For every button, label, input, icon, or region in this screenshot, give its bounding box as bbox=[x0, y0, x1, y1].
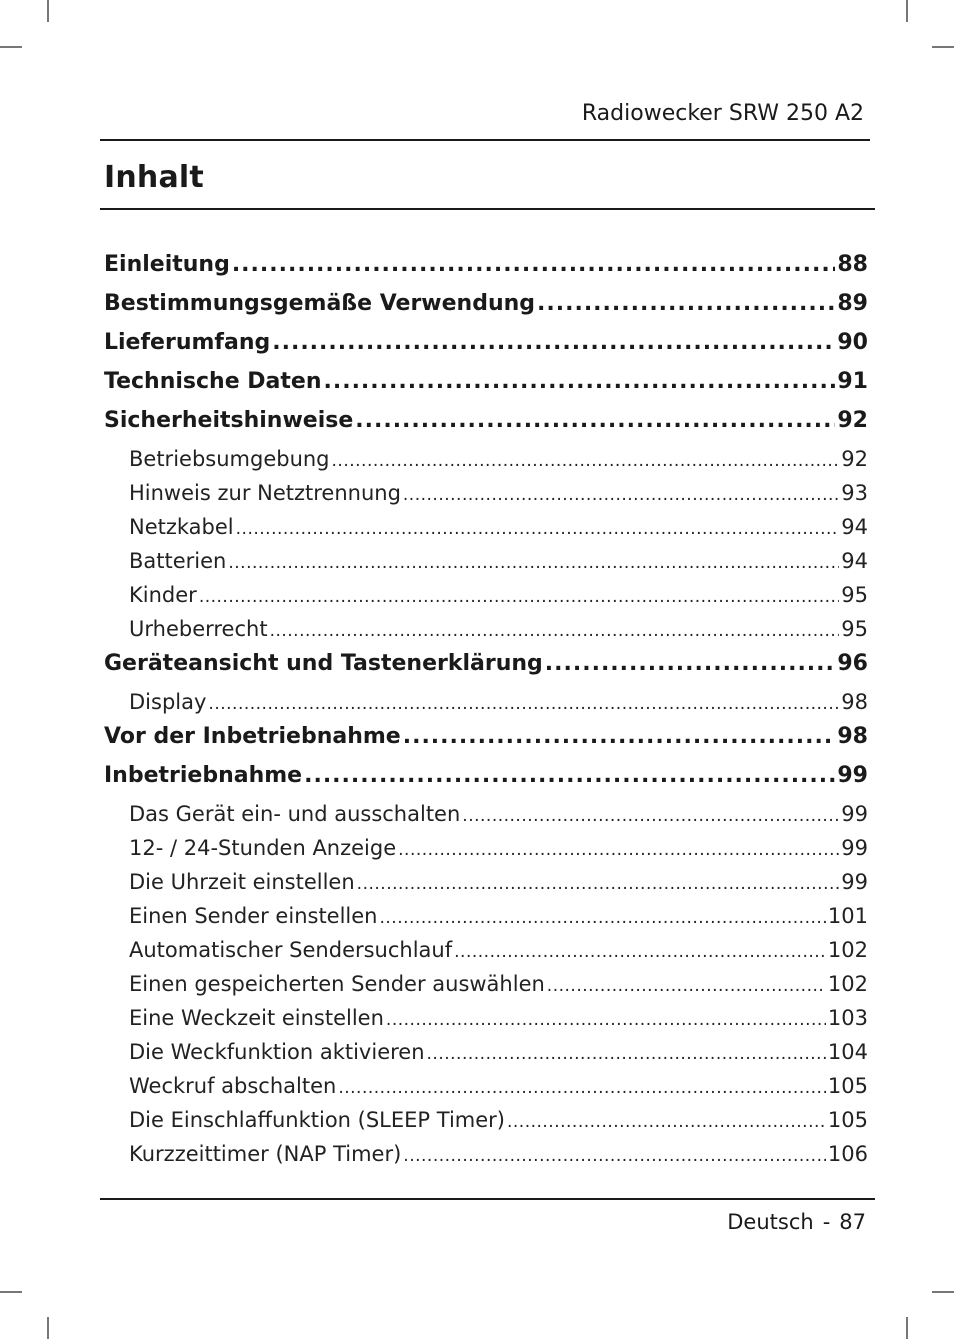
toc-dot-leader bbox=[338, 1078, 826, 1098]
crop-mark-bottom-right-vertical bbox=[906, 1317, 908, 1339]
toc-dot-leader bbox=[403, 485, 839, 505]
toc-entry-page: 104 bbox=[827, 1040, 868, 1064]
footer-rule bbox=[100, 1198, 875, 1200]
toc-chapter-entry[interactable] bbox=[104, 291, 868, 330]
toc-section-entry[interactable] bbox=[104, 1142, 868, 1176]
toc-entry-page: 96 bbox=[837, 651, 868, 676]
toc-entry-title: Eine Weckzeit einstellen bbox=[129, 1006, 384, 1030]
toc-entry-page: 92 bbox=[841, 447, 868, 471]
toc-entry-title: Display bbox=[129, 690, 207, 714]
toc-section-entry[interactable] bbox=[104, 549, 868, 583]
toc-section-entry[interactable] bbox=[104, 1108, 868, 1142]
toc-entry-page: 101 bbox=[827, 904, 868, 928]
footer-language: Deutsch bbox=[727, 1210, 814, 1234]
toc-entry-title: Einleitung bbox=[104, 252, 230, 277]
toc-entry-title: Sicherheitshinweise bbox=[104, 408, 354, 433]
toc-entry-title: Die Uhrzeit einstellen bbox=[129, 870, 355, 894]
toc-entry-page: 98 bbox=[841, 690, 868, 714]
crop-mark-top-left-horizontal bbox=[0, 46, 22, 48]
footer-page-number: 87 bbox=[839, 1210, 866, 1234]
toc-entry-page: 99 bbox=[841, 802, 868, 826]
crop-mark-top-left-vertical bbox=[47, 0, 49, 22]
toc-dot-leader bbox=[324, 369, 836, 394]
header-rule bbox=[100, 139, 870, 141]
toc-dot-leader bbox=[232, 252, 836, 277]
toc-dot-leader bbox=[228, 553, 839, 573]
toc-entry-page: 103 bbox=[827, 1006, 868, 1030]
toc-dot-leader bbox=[355, 408, 835, 433]
toc-entry-title: Die Einschlaffunktion (SLEEP Timer) bbox=[129, 1108, 505, 1132]
crop-mark-top-right-horizontal bbox=[932, 46, 954, 48]
toc-entry-page: 105 bbox=[827, 1108, 868, 1132]
toc-dot-leader bbox=[199, 587, 839, 607]
toc-entry-page: 93 bbox=[841, 481, 868, 505]
toc-entry-title: Einen gespeicherten Sender auswählen bbox=[129, 972, 545, 996]
toc-entry-page: 95 bbox=[841, 617, 868, 641]
toc-entry-title: Automatischer Sendersuchlauf bbox=[129, 938, 453, 962]
toc-section-entry[interactable] bbox=[104, 972, 868, 1006]
toc-section-entry[interactable] bbox=[104, 802, 868, 836]
toc-chapter-entry[interactable] bbox=[104, 369, 868, 408]
toc-dot-leader bbox=[357, 874, 840, 894]
toc-dot-leader bbox=[270, 621, 840, 641]
toc-section-entry[interactable] bbox=[104, 583, 868, 617]
toc-entry-title: Inbetriebnahme bbox=[104, 763, 303, 788]
running-header-title: Radiowecker SRW 250 A2 bbox=[581, 101, 864, 126]
toc-section-entry[interactable] bbox=[104, 617, 868, 651]
toc-dot-leader bbox=[537, 291, 835, 316]
toc-entry-title: Batterien bbox=[129, 549, 227, 573]
footer-separator: - bbox=[822, 1210, 831, 1234]
toc-section-entry[interactable] bbox=[104, 1040, 868, 1074]
toc-chapter-entry[interactable] bbox=[104, 763, 868, 802]
toc-dot-leader bbox=[547, 976, 826, 996]
toc-dot-leader bbox=[380, 908, 826, 928]
toc-entry-title: Betriebsumgebung bbox=[129, 447, 330, 471]
toc-dot-leader bbox=[545, 651, 836, 676]
toc-chapter-entry[interactable] bbox=[104, 252, 868, 291]
toc-entry-title: Hinweis zur Netztrennung bbox=[129, 481, 401, 505]
toc-entry-title: Technische Daten bbox=[104, 369, 322, 394]
toc-entry-title: Urheberrecht bbox=[129, 617, 268, 641]
crop-mark-bottom-left-vertical bbox=[47, 1317, 49, 1339]
toc-entry-page: 105 bbox=[827, 1074, 868, 1098]
toc-entry-page: 90 bbox=[837, 330, 868, 355]
crop-mark-bottom-left-horizontal bbox=[0, 1291, 22, 1293]
toc-entry-page: 99 bbox=[837, 763, 868, 788]
toc-entry-title: Bestimmungsgemäße Verwendung bbox=[104, 291, 536, 316]
toc-section-entry[interactable] bbox=[104, 904, 868, 938]
toc-section-entry[interactable] bbox=[104, 870, 868, 904]
toc-entry-page: 88 bbox=[837, 252, 868, 277]
toc-entry-page: 102 bbox=[827, 972, 868, 996]
toc-entry-page: 106 bbox=[827, 1142, 868, 1166]
toc-dot-leader bbox=[208, 694, 839, 714]
toc-chapter-entry[interactable] bbox=[104, 651, 868, 690]
heading-rule bbox=[100, 208, 875, 210]
table-of-contents bbox=[104, 252, 868, 1176]
toc-entry-title: Vor der Inbetriebnahme bbox=[104, 724, 401, 749]
toc-entry-title: Kinder bbox=[129, 583, 197, 607]
toc-dot-leader bbox=[507, 1112, 826, 1132]
toc-dot-leader bbox=[427, 1044, 826, 1064]
toc-entry-title: Das Gerät ein- und ausschalten bbox=[129, 802, 461, 826]
toc-chapter-entry[interactable] bbox=[104, 330, 868, 369]
toc-entry-title: Weckruf abschalten bbox=[129, 1074, 337, 1098]
crop-mark-bottom-right-horizontal bbox=[932, 1291, 954, 1293]
toc-section-entry[interactable] bbox=[104, 481, 868, 515]
toc-entry-page: 92 bbox=[837, 408, 868, 433]
toc-dot-leader bbox=[403, 1146, 826, 1166]
toc-entry-page: 99 bbox=[841, 870, 868, 894]
toc-dot-leader bbox=[386, 1010, 826, 1030]
toc-entry-title: Lieferumfang bbox=[104, 330, 271, 355]
toc-entry-page: 98 bbox=[837, 724, 868, 749]
toc-dot-leader bbox=[454, 942, 826, 962]
page-footer bbox=[727, 1208, 866, 1236]
toc-entry-title: Geräteansicht und Tastenerklärung bbox=[104, 651, 543, 676]
toc-entry-page: 89 bbox=[837, 291, 868, 316]
toc-section-entry[interactable] bbox=[104, 515, 868, 549]
toc-section-entry[interactable] bbox=[104, 690, 868, 724]
toc-entry-page: 94 bbox=[841, 549, 868, 573]
toc-dot-leader bbox=[398, 840, 839, 860]
toc-section-entry[interactable] bbox=[104, 447, 868, 481]
toc-entry-page: 91 bbox=[837, 369, 868, 394]
toc-entry-title: Kurzzeittimer (NAP Timer) bbox=[129, 1142, 402, 1166]
toc-dot-leader bbox=[236, 519, 840, 539]
toc-entry-page: 99 bbox=[841, 836, 868, 860]
toc-dot-leader bbox=[462, 806, 839, 826]
toc-entry-page: 94 bbox=[841, 515, 868, 539]
toc-section-entry[interactable] bbox=[104, 1006, 868, 1040]
toc-entry-title: Netzkabel bbox=[129, 515, 234, 539]
toc-section-entry[interactable] bbox=[104, 938, 868, 972]
toc-chapter-entry[interactable] bbox=[104, 724, 868, 763]
crop-mark-top-right-vertical bbox=[906, 0, 908, 22]
toc-chapter-entry[interactable] bbox=[104, 408, 868, 447]
toc-entry-title: Einen Sender einstellen bbox=[129, 904, 378, 928]
toc-dot-leader bbox=[332, 451, 840, 471]
page-title: Inhalt bbox=[104, 160, 204, 195]
toc-entry-page: 102 bbox=[827, 938, 868, 962]
toc-dot-leader bbox=[304, 763, 835, 788]
toc-entry-page: 95 bbox=[841, 583, 868, 607]
toc-entry-title: 12- / 24-Stunden Anzeige bbox=[129, 836, 397, 860]
toc-section-entry[interactable] bbox=[104, 1074, 868, 1108]
toc-section-entry[interactable] bbox=[104, 836, 868, 870]
toc-dot-leader bbox=[403, 724, 836, 749]
toc-dot-leader bbox=[272, 330, 835, 355]
toc-entry-title: Die Weckfunktion aktivieren bbox=[129, 1040, 425, 1064]
